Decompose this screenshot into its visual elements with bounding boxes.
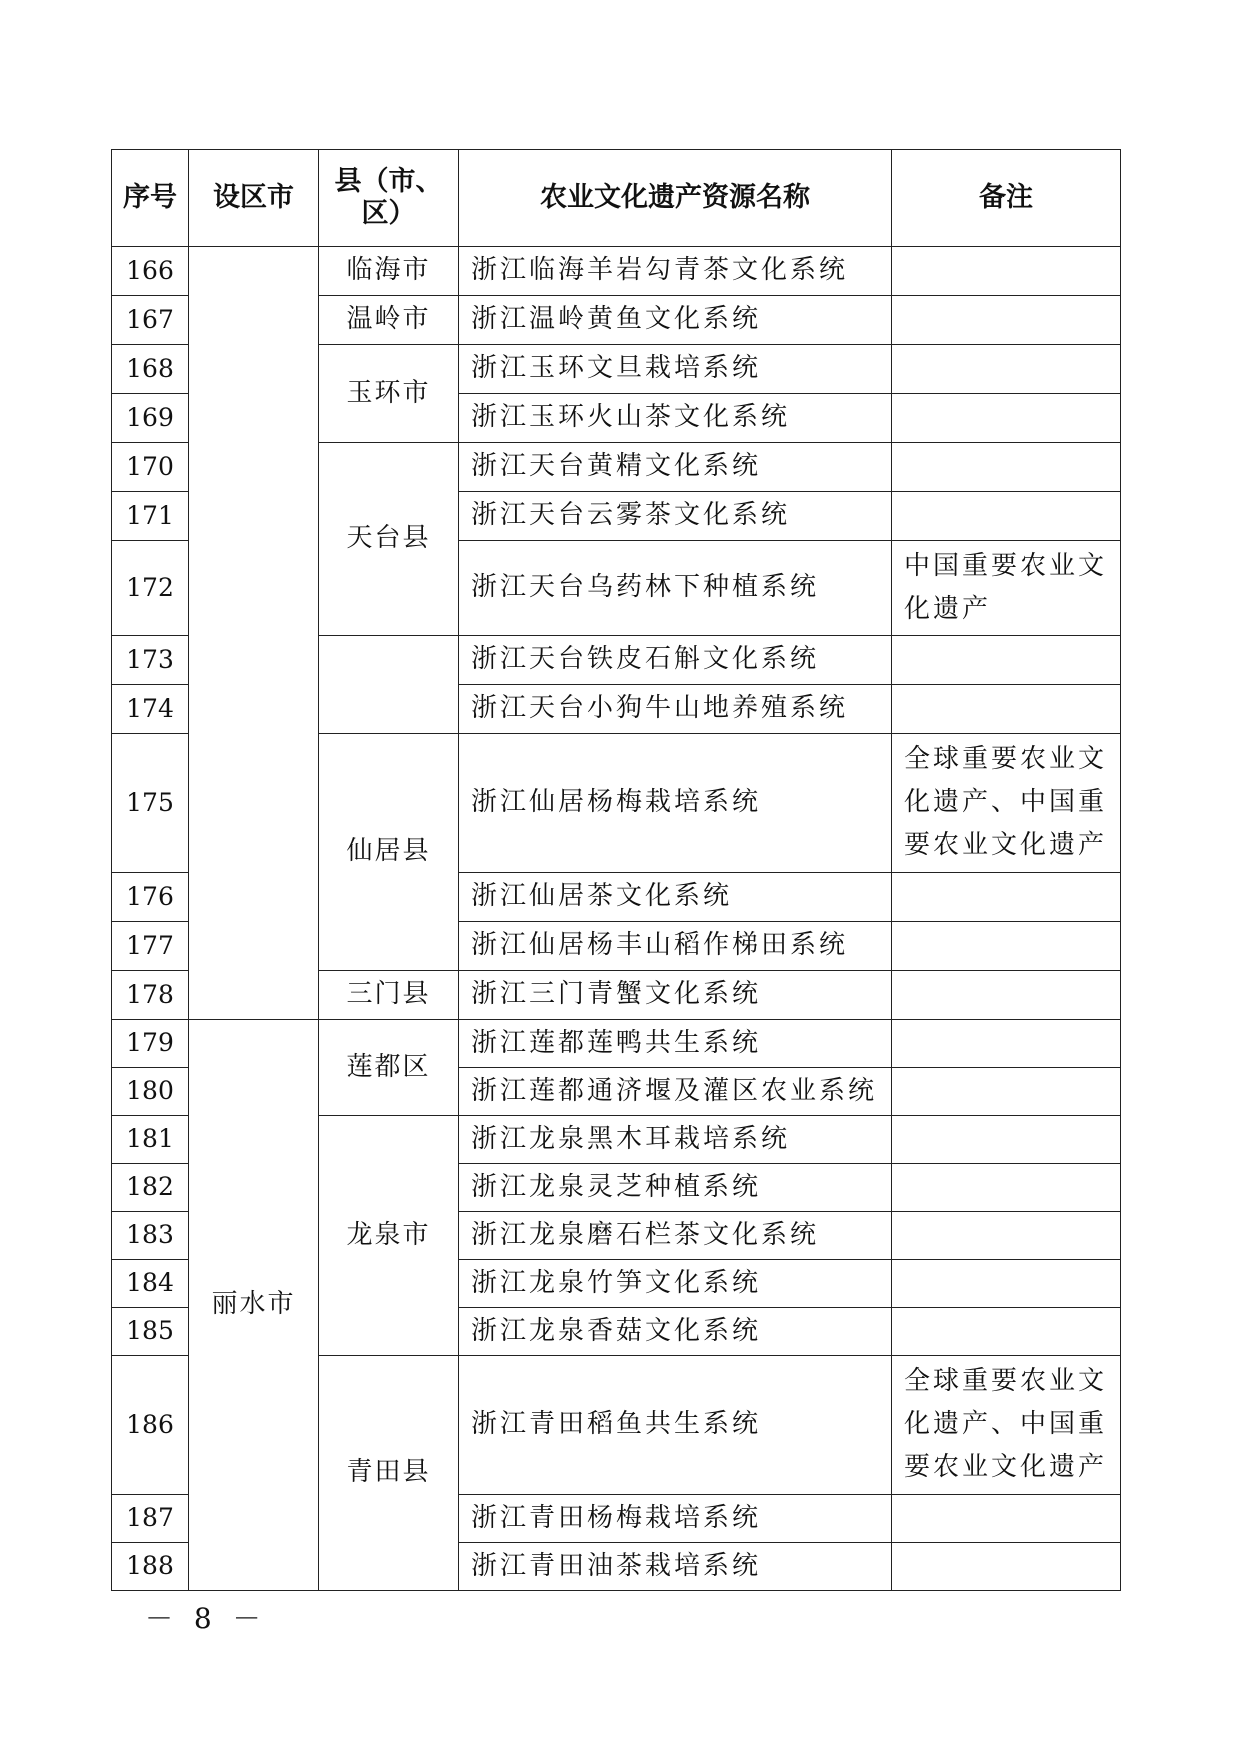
heritage-name: 浙江龙泉竹笋文化系统 — [459, 1259, 892, 1307]
county-cell: 温岭市 — [319, 296, 459, 345]
row-number: 182 — [112, 1163, 189, 1211]
row-number: 171 — [112, 492, 189, 541]
header-seq: 序号 — [112, 150, 189, 247]
heritage-name: 浙江仙居茶文化系统 — [459, 872, 892, 921]
row-number: 168 — [112, 345, 189, 394]
note-cell — [892, 921, 1121, 970]
note-cell — [892, 443, 1121, 492]
note-cell — [892, 1019, 1121, 1067]
row-number: 188 — [112, 1542, 189, 1590]
note-cell — [892, 1494, 1121, 1542]
county-cell: 仙居县 — [319, 733, 459, 970]
heritage-name: 浙江龙泉香菇文化系统 — [459, 1307, 892, 1355]
row-number: 180 — [112, 1067, 189, 1115]
city-cell — [189, 247, 319, 1020]
heritage-name: 浙江龙泉磨石栏茶文化系统 — [459, 1211, 892, 1259]
note-cell — [892, 1211, 1121, 1259]
table-row — [112, 1019, 1121, 1067]
row-number: 179 — [112, 1019, 189, 1067]
note-cell — [892, 345, 1121, 394]
heritage-name: 浙江天台乌药林下种植系统 — [459, 541, 892, 636]
city-cell: 丽水市 — [189, 1019, 319, 1590]
note-cell — [892, 492, 1121, 541]
heritage-name: 浙江龙泉灵芝种植系统 — [459, 1163, 892, 1211]
table-row — [112, 247, 1121, 296]
heritage-name: 浙江临海羊岩勾青茶文化系统 — [459, 247, 892, 296]
header-note: 备注 — [892, 150, 1121, 247]
county-cell: 三门县 — [319, 970, 459, 1019]
note-cell: 中国重要农业文化遗产 — [892, 541, 1121, 636]
note-cell — [892, 247, 1121, 296]
row-number: 173 — [112, 635, 189, 684]
row-number: 186 — [112, 1355, 189, 1494]
heritage-name: 浙江天台小狗牛山地养殖系统 — [459, 684, 892, 733]
row-number: 185 — [112, 1307, 189, 1355]
row-number: 170 — [112, 443, 189, 492]
county-cell: 莲都区 — [319, 1019, 459, 1115]
row-number: 174 — [112, 684, 189, 733]
note-cell — [892, 635, 1121, 684]
row-number: 183 — [112, 1211, 189, 1259]
county-cell: 玉环市 — [319, 345, 459, 443]
heritage-name: 浙江青田杨梅栽培系统 — [459, 1494, 892, 1542]
row-number: 172 — [112, 541, 189, 636]
note-cell — [892, 1067, 1121, 1115]
note-cell: 全球重要农业文化遗产、中国重要农业文化遗产 — [892, 733, 1121, 872]
heritage-name: 浙江天台云雾茶文化系统 — [459, 492, 892, 541]
row-number: 175 — [112, 733, 189, 872]
note-cell: 全球重要农业文化遗产、中国重要农业文化遗产 — [892, 1355, 1121, 1494]
header-name: 农业文化遗产资源名称 — [459, 150, 892, 247]
note-cell — [892, 1307, 1121, 1355]
county-cell: 临海市 — [319, 247, 459, 296]
heritage-name: 浙江三门青蟹文化系统 — [459, 970, 892, 1019]
heritage-name: 浙江天台黄精文化系统 — [459, 443, 892, 492]
heritage-name: 浙江青田稻鱼共生系统 — [459, 1355, 892, 1494]
heritage-name: 浙江莲都通济堰及灌区农业系统 — [459, 1067, 892, 1115]
heritage-table-container — [111, 149, 1120, 1591]
note-cell — [892, 1163, 1121, 1211]
heritage-name: 浙江天台铁皮石斛文化系统 — [459, 635, 892, 684]
row-number: 177 — [112, 921, 189, 970]
heritage-name: 浙江青田油茶栽培系统 — [459, 1542, 892, 1590]
heritage-name: 浙江龙泉黑木耳栽培系统 — [459, 1115, 892, 1163]
heritage-name: 浙江玉环火山茶文化系统 — [459, 394, 892, 443]
row-number: 176 — [112, 872, 189, 921]
row-number: 181 — [112, 1115, 189, 1163]
county-cell — [319, 635, 459, 733]
header-county: 县（市、区） — [319, 150, 459, 247]
row-number: 167 — [112, 296, 189, 345]
heritage-name: 浙江玉环文旦栽培系统 — [459, 345, 892, 394]
county-cell: 龙泉市 — [319, 1115, 459, 1355]
heritage-table — [111, 149, 1121, 1591]
heritage-name: 浙江仙居杨梅栽培系统 — [459, 733, 892, 872]
county-cell: 天台县 — [319, 443, 459, 636]
note-cell — [892, 1542, 1121, 1590]
row-number: 184 — [112, 1259, 189, 1307]
page-number: － 8 － — [145, 1602, 267, 1635]
heritage-name: 浙江仙居杨丰山稻作梯田系统 — [459, 921, 892, 970]
heritage-name: 浙江莲都莲鸭共生系统 — [459, 1019, 892, 1067]
note-cell — [892, 872, 1121, 921]
header-city: 设区市 — [189, 150, 319, 247]
row-number: 178 — [112, 970, 189, 1019]
heritage-name: 浙江温岭黄鱼文化系统 — [459, 296, 892, 345]
note-cell — [892, 296, 1121, 345]
note-cell — [892, 1115, 1121, 1163]
county-cell: 青田县 — [319, 1355, 459, 1590]
note-cell — [892, 1259, 1121, 1307]
row-number: 166 — [112, 247, 189, 296]
note-cell — [892, 684, 1121, 733]
row-number: 169 — [112, 394, 189, 443]
note-cell — [892, 970, 1121, 1019]
row-number: 187 — [112, 1494, 189, 1542]
note-cell — [892, 394, 1121, 443]
table-header-row — [112, 150, 1121, 247]
